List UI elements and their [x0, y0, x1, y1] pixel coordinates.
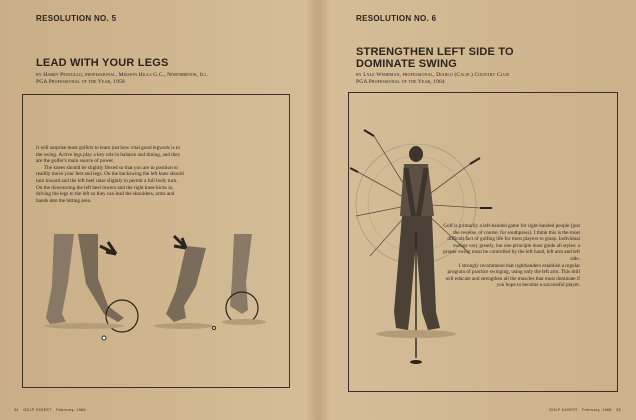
leg-figure-1 — [46, 234, 74, 324]
page-folio — [14, 408, 89, 412]
article-body — [440, 223, 580, 289]
body-paragraph: It will surprise most golfers to learn just how vital good legwork is to the swing. Active legs play a key role in balance and timing, and they are the golfer's main source of power. — [36, 145, 181, 165]
byline — [356, 72, 596, 86]
page-folio — [549, 408, 624, 412]
resolution-label: RESOLUTION NO. 6 — [356, 14, 437, 23]
golf-ball-icon — [102, 336, 106, 340]
legwork-illustration — [24, 226, 286, 384]
leg-figure-2 — [166, 246, 206, 322]
byline-award: PGA Professional of the Year, 1964 — [356, 79, 445, 85]
byline — [36, 72, 276, 86]
body-paragraph: I strongly recommend that righthanders establish a regular program of practice swinging, using only the left arm. This drill will educate and strengthen all the muscles that must dominate if you hope to become a successful player. — [445, 262, 580, 289]
magazine-name: GOLF DIGEST — [23, 408, 52, 412]
right-page — [318, 0, 636, 420]
issue-date: February, 1968 — [582, 408, 612, 412]
arrow-icon — [100, 242, 116, 254]
page-number: 34 — [14, 408, 19, 412]
page-number: 35 — [616, 408, 621, 412]
issue-date: February, 1968 — [56, 408, 86, 412]
body-paragraph: Golf is primarily a left-handed game for right-handed people (just the reverse, of course, for southpaws). I think this is the most difficult fact of golfing life for most players to grasp. Individual swings vary greatly, but one principle must guide all styles: a proper swing must be controlled by the left hand, left arm and left side. — [443, 223, 580, 262]
magazine-name: GOLF DIGEST — [549, 408, 578, 412]
article-headline: LEAD WITH YOUR LEGS — [36, 57, 169, 69]
article-headline: STRENGTHEN LEFT SIDE TO DOMINATE SWING — [356, 46, 514, 70]
leg-figure-3 — [230, 234, 252, 314]
article-body — [36, 145, 184, 204]
golfer-legs — [394, 216, 440, 330]
body-paragraph: The knees should be slightly flexed so that you are in position to readily move your feet and legs. On the backswing the left knee should turn inward and the left heel raise slightly to permit a full body turn. On the downswing the left heel lowers and the right knee kicks in, driving the legs to the left so they can lead the shoulders, arms and hands into the hitting area. — [36, 164, 184, 204]
byline-author: by Harry Pezzullo, professional, Mission Hills G.C., Northbrook, Ill. — [36, 72, 209, 78]
byline-author: by Lyle Wehrman, professional, Diablo (Calif.) Country Club — [356, 72, 509, 78]
golfer-head — [409, 146, 423, 162]
byline-award: PGA Professional of the Year, 1958 — [36, 79, 125, 85]
golf-ball-icon — [213, 327, 216, 330]
arrow-icon — [174, 236, 186, 248]
resolution-label: RESOLUTION NO. 5 — [36, 14, 117, 23]
